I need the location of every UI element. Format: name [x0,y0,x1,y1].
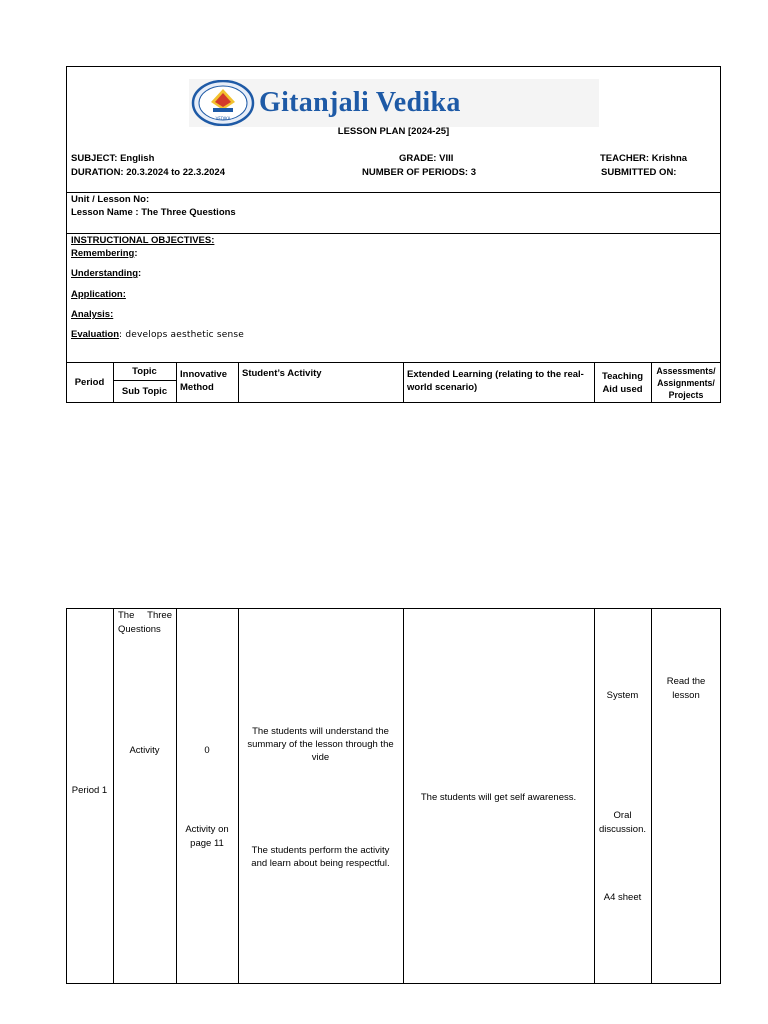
duration-field: DURATION: 20.3.2024 to 22.3.2024 [71,167,226,178]
row-period: Period 1 [71,784,108,796]
col-header-extended: Extended Learning (relating to the real-world scenario) [407,369,584,393]
objective-understanding [71,268,141,279]
row-method-1: 0 [204,744,210,756]
evaluation-label: Evaluation [71,329,120,340]
lesson-table-body [66,608,721,984]
objectives-heading: INSTRUCTIONAL OBJECTIVES: [71,235,215,246]
col-header-subtopic: Sub Topic [121,386,168,397]
submitted-field: SUBMITTED ON: [601,167,677,178]
grade-field: GRADE: VIII [399,153,454,164]
col-header-method: Innovative Method [180,369,227,393]
school-emblem-icon [191,80,255,126]
col-header-topic: Topic [132,365,157,377]
periods-field: NUMBER OF PERIODS: 3 [362,167,477,178]
objective-evaluation [71,329,244,340]
divider [66,192,721,193]
row-aid-2: Oral discussion. [599,810,646,835]
row-extended: The students will get self awareness. [420,791,577,803]
col-header-aid: Teaching Aid used [602,370,643,395]
remembering-label: Remembering [71,248,135,259]
objective-application: Application: [71,289,126,300]
row-activity-2: The students perform the activity and learn about being respectful. [251,845,390,869]
row-activity-1: The students will understand the summary of the lesson through the vide [247,725,394,763]
subject-field: SUBJECT: English [71,153,155,164]
plan-title: LESSON PLAN [2024-25] [337,126,450,137]
unit-field: Unit / Lesson No: [71,194,150,205]
colon: : [134,248,138,259]
divider [66,233,721,234]
understanding-label: Understanding [71,268,139,279]
evaluation-text: : develops aesthetic sense [119,330,245,340]
row-topic: The Three Questions [118,610,172,635]
objective-analysis: Analysis: [71,309,114,320]
row-assessment: Read the lesson [666,676,706,701]
col-header-period: Period [74,377,105,388]
objective-remembering [71,248,138,259]
row-aid-3: A4 sheet [603,891,642,903]
row-aid-1: System [606,689,639,701]
row-subtopic: Activity [129,744,160,756]
school-name: Gitanjali Vedika [259,87,461,118]
colon: : [138,268,142,279]
lesson-name-field: Lesson Name : The Three Questions [71,207,236,218]
col-header-activity: Student’s Activity [242,368,322,379]
row-method-2: Activity on page 11 [185,824,229,849]
school-logo [189,79,599,127]
col-header-assessments: Assessments/ Assignments/ Projects [656,365,716,400]
teacher-field: TEACHER: Krishna [600,153,688,164]
svg-text:VEDIKA: VEDIKA [215,116,231,121]
